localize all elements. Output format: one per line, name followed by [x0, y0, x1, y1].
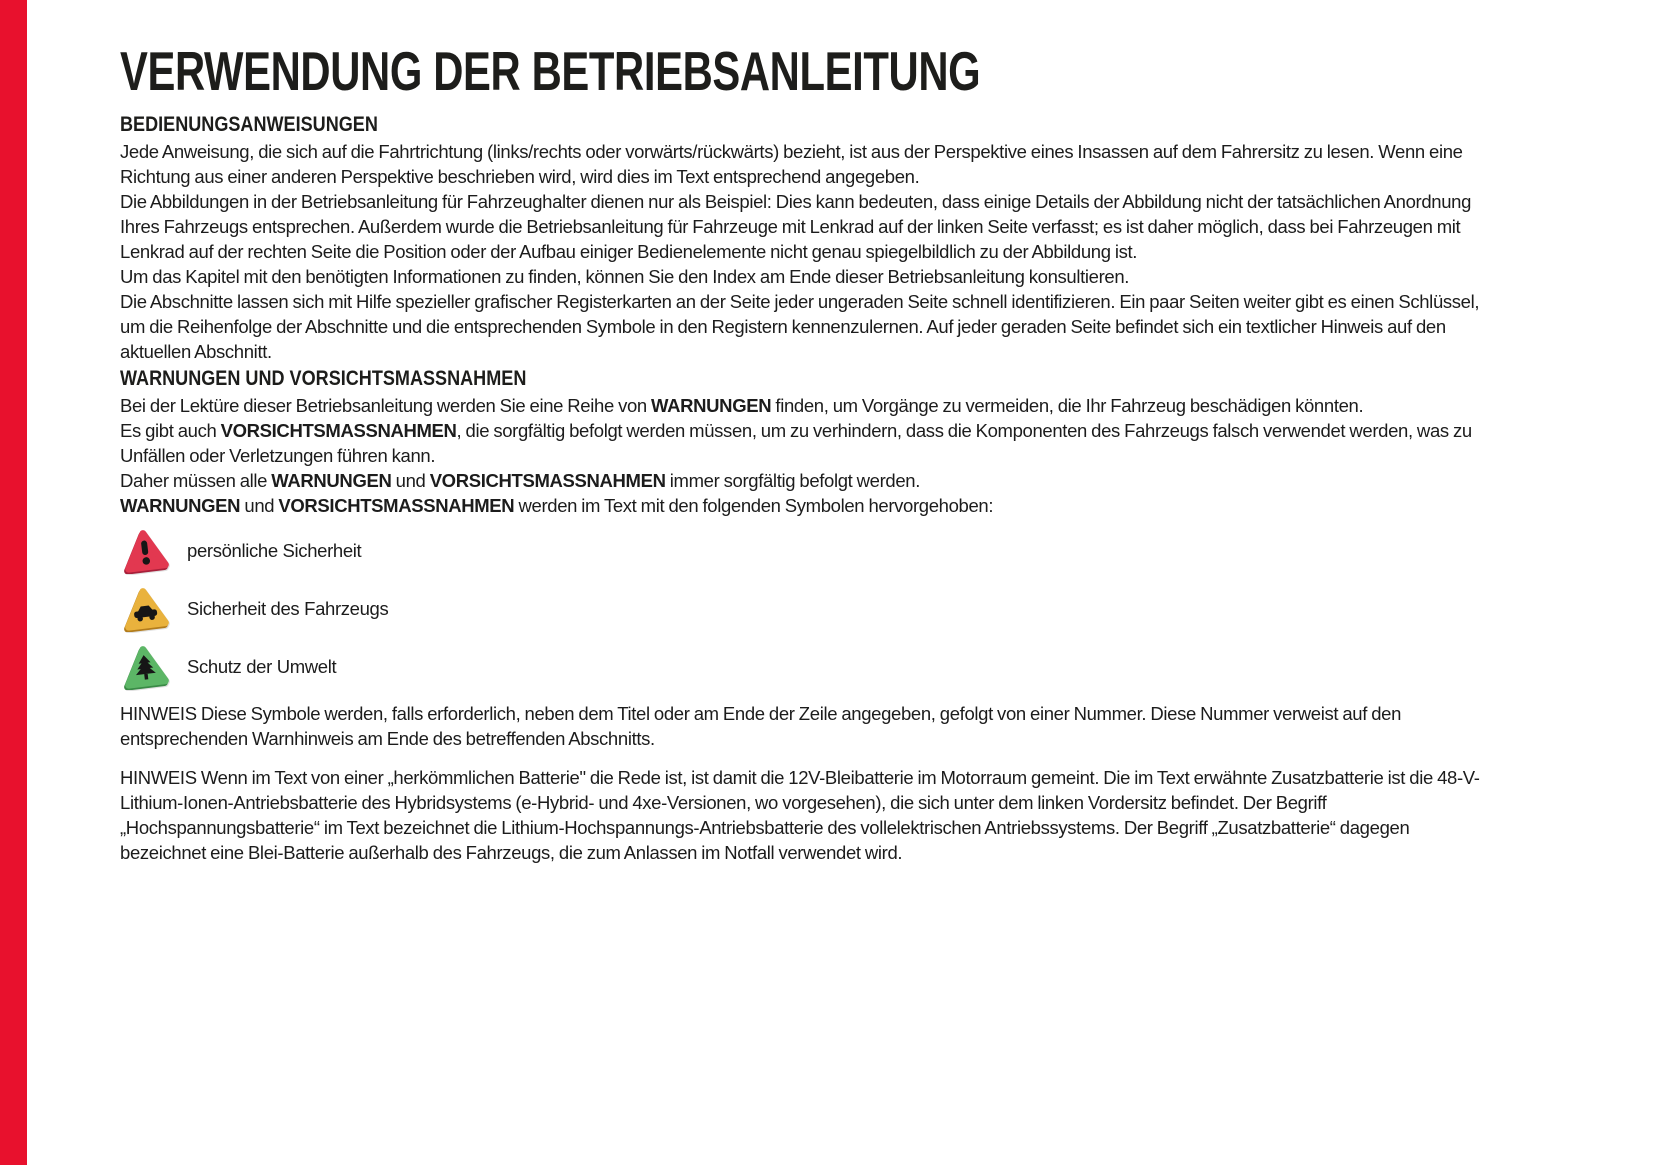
paragraph-usage-1: Jede Anweisung, die sich auf die Fahrtrichtung (links/rechts oder vorwärts/rückwärts) bezieht, ist aus der Perspektive eines Insassen auf dem Fahrersitz zu lesen. Wenn eine Richtung aus einer anderen Perspektive beschrieben wird, wird dies im Text entsprechend angegeben.	[120, 141, 1463, 187]
text-segment: und	[240, 495, 279, 516]
text-segment: werden im Text mit den folgenden Symbolen hervorgehoben:	[514, 495, 994, 516]
section-color-bar	[0, 0, 27, 1165]
paragraph-warnings-4	[120, 493, 1492, 518]
manual-page-content	[120, 40, 1492, 865]
paragraph-usage-4: Die Abschnitte lassen sich mit Hilfe spezieller grafischer Registerkarten an der Seite jeder ungeraden Seite schnell identifizieren. Ein paar Seiten weiter gibt es einen Schlüssel, um die Reihenfolge der Abschnitte und die entsprechenden Symbole in den Registern kennenzulernen. Auf jeder geraden Seite befindet sich ein textlicher Hinweis auf den aktuellen Abschnitt.	[120, 291, 1480, 362]
bold-term-warnungen: WARNUNGEN	[271, 470, 392, 491]
symbol-label-environment-protection: Schutz der Umwelt	[187, 655, 337, 677]
text-segment: Bei der Lektüre dieser Betriebsanleitung werden Sie eine Reihe von	[120, 395, 652, 416]
paragraph-usage-2: Die Abbildungen in der Betriebsanleitung für Fahrzeughalter dienen nur als Beispiel: Dies kann bedeuten, dass einige Details der Abbildung nicht der tatsächlichen Anordnung Ihres Fahrzeugs entsprechen. Außerdem wurde die Betriebsanleitung für Fahrzeuge mit Lenkrad auf der linken Seite verfasst; es ist daher möglich, dass bei Fahrzeugen mit Lenkrad auf der rechten Seite die Position oder der Aufbau einiger Bedienelemente nicht genau spiegelbildlich zu der Abbildung ist.	[120, 191, 1472, 262]
paragraph-usage-3: Um das Kapitel mit den benötigten Informationen zu finden, können Sie den Index am Ende dieser Betriebsanleitung konsultieren.	[120, 266, 1130, 287]
section-heading-bedienungsanweisungen: BEDIENUNGSANWEISUNGEN	[120, 113, 378, 136]
bold-term-warnungen: WARNUNGEN	[120, 495, 241, 516]
text-segment: und	[391, 470, 430, 491]
section-heading-warnungen: WARNUNGEN UND VORSICHTSMASSNAHMEN	[120, 367, 527, 390]
paragraph-warnings-3	[120, 468, 1492, 493]
text-segment: Es gibt auch	[120, 420, 221, 441]
warning-triangle-tree-icon	[120, 643, 170, 690]
bold-term-vorsichtsmassnahmen: VORSICHTSMASSNAHMEN	[278, 495, 515, 516]
symbol-label-vehicle-safety: Sicherheit des Fahrzeugs	[187, 597, 389, 619]
text-segment: immer sorgfältig befolgt werden.	[665, 470, 921, 491]
bold-term-warnungen: WARNUNGEN	[651, 395, 772, 416]
text-segment: , die sorgfältig befolgt werden müssen, um zu verhindern, dass die Komponenten des Fahrzeugs falsch verwendet werden, was zu Unfällen oder Verletzungen führen kann.	[120, 420, 1472, 466]
warning-triangle-exclamation-icon	[120, 527, 170, 574]
symbol-row-environment-protection	[120, 643, 1492, 690]
warning-triangle-car-icon	[120, 585, 170, 632]
bold-term-vorsichtsmassnahmen: VORSICHTSMASSNAHMEN	[429, 470, 666, 491]
text-segment: Daher müssen alle	[120, 470, 272, 491]
note-paragraph-battery: HINWEIS Wenn im Text von einer „herkömmlichen Batterie" die Rede ist, ist damit die 12V-Bleibatterie im Motorraum gemeint. Die im Text erwähnte Zusatzbatterie ist die 48-V-Lithium-Ionen-Antriebsbatterie des Hybridsystems (e-Hybrid- und 4xe-Versionen, wo vorgesehen), die sich unter dem linken Vordersitz befindet. Der Begriff „Hochspannungsbatterie“ im Text bezeichnet die Lithium-Hochspannungs-Antriebsbatterie des vollelektrischen Antriebssystems. Der Begriff „Zusatzbatterie“ dagegen bezeichnet eine Blei-Batterie außerhalb des Fahrzeugs, die zum Anlassen im Notfall verwendet wird.	[120, 767, 1480, 863]
symbol-row-vehicle-safety	[120, 585, 1492, 632]
text-segment: finden, um Vorgänge zu vermeiden, die Ihr Fahrzeug beschädigen könnten.	[771, 395, 1364, 416]
page-title: VERWENDUNG DER BETRIEBSANLEITUNG	[120, 40, 981, 102]
paragraph-warnings-2	[120, 418, 1492, 468]
bold-term-vorsichtsmassnahmen: VORSICHTSMASSNAHMEN	[220, 420, 457, 441]
note-paragraph-symbols: HINWEIS Diese Symbole werden, falls erforderlich, neben dem Titel oder am Ende der Zeile angegeben, gefolgt von einer Nummer. Diese Nummer verweist auf den entsprechenden Warnhinweis am Ende des betreffenden Abschnitts.	[120, 703, 1402, 749]
symbol-row-personal-safety	[120, 527, 1492, 574]
warning-symbol-legend	[120, 527, 1492, 690]
symbol-label-personal-safety: persönliche Sicherheit	[187, 539, 362, 561]
paragraph-warnings-1	[120, 393, 1492, 418]
